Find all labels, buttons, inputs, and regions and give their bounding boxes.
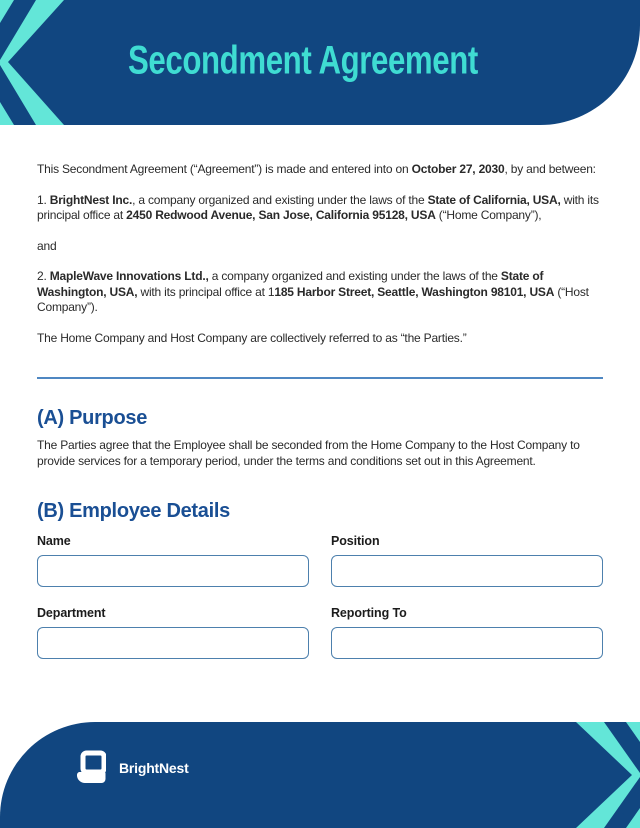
- intro-paragraph-5: The Home Company and Host Company are collectively referred to as “the Parties.”: [37, 330, 467, 345]
- intro-paragraph-4: 2. MapleWave Innovations Ltd., a company organized and existing under the laws of the State of Washington, USA, with its principal office at 1185 Harbor Street, Seattle, Washington 98101, USA (“Host Company”).: [37, 269, 589, 314]
- intro-paragraph-2: 1. BrightNest Inc., a company organized and existing under the laws of the State of California, USA, with its principal office at 2450 Redwood Avenue, San Jose, California 95128, USA (“Home Company”),: [37, 192, 599, 222]
- intro-paragraph-3: and: [37, 238, 57, 253]
- reporting-to-field-label: Reporting To: [331, 606, 407, 620]
- department-field-group: [37, 606, 309, 659]
- position-field-group: [331, 534, 603, 587]
- brand-name: BrightNest: [119, 760, 189, 776]
- section-purpose: [37, 407, 603, 469]
- document-header: [0, 0, 640, 125]
- brand-lockup: [75, 750, 189, 786]
- position-field-label: Position: [331, 534, 380, 548]
- reporting-to-field-group: [331, 606, 603, 659]
- employee-details-form: [37, 534, 603, 659]
- section-employee-details: [37, 500, 603, 659]
- document-footer: [0, 722, 640, 828]
- name-field-label: Name: [37, 534, 71, 548]
- reporting-to-input[interactable]: [331, 627, 603, 659]
- intro-paragraph-1: This Secondment Agreement (“Agreement”) is made and entered into on October 27, 2030, by and between:: [37, 162, 596, 176]
- purpose-section-title: (A) Purpose: [37, 407, 148, 429]
- name-input[interactable]: [37, 555, 309, 587]
- department-input[interactable]: [37, 627, 309, 659]
- section-divider: [37, 377, 603, 379]
- page-number: 1: [617, 804, 624, 818]
- employee-details-section-title: (B) Employee Details: [37, 500, 230, 522]
- chevron-left-decoration-icon: [0, 0, 110, 125]
- purpose-section-body: The Parties agree that the Employee shall be seconded from the Home Company to the Host Company to provide services for a temporary period, under the terms and conditions set out in this Agreement.: [37, 438, 580, 468]
- page-title: Secondment Agreement: [128, 38, 478, 83]
- department-field-label: Department: [37, 606, 106, 620]
- document-body: [0, 125, 640, 659]
- brightnest-logo-icon: [75, 750, 106, 786]
- position-input[interactable]: [331, 555, 603, 587]
- name-field-group: [37, 534, 309, 587]
